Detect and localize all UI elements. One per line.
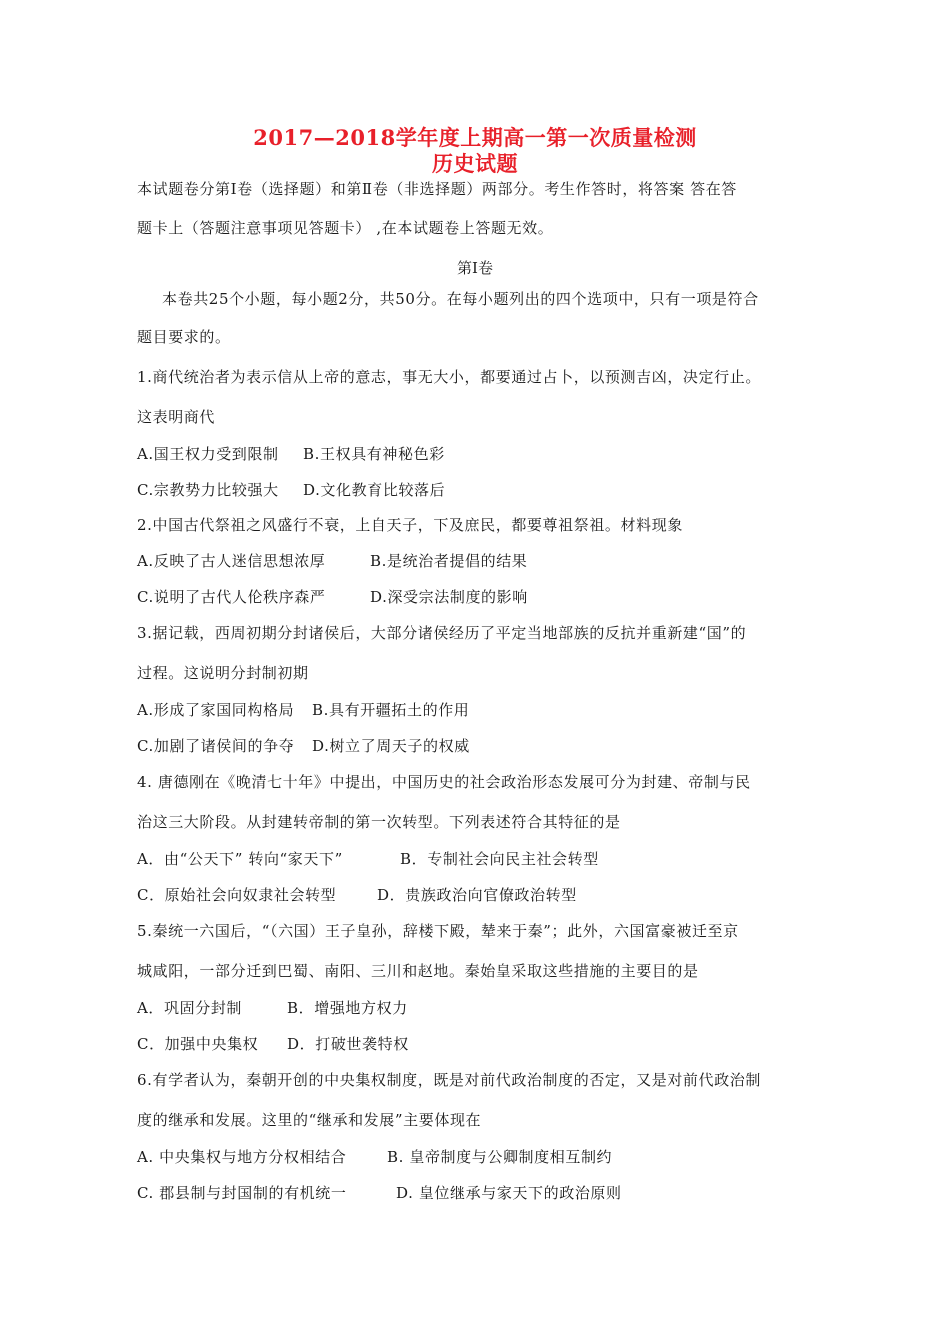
section-instructions-1: 本卷共25个小题，每小题2分，共50分。在每小题列出的四个选项中，只有一项是符合 [162,290,759,308]
option-a: A. 中央集权与地方分权相结合 [137,1148,347,1166]
section-heading: 第Ⅰ卷 [457,259,493,277]
intro-line-1: 本试题卷分第Ⅰ卷（选择题）和第Ⅱ卷（非选择题）两部分。考生作答时，将答案 答在答 [137,180,737,198]
option-b: B．增强地方权力 [287,999,408,1017]
option-c: C．加强中央集权 [137,1035,259,1053]
option-a: A.国王权力受到限制 [137,445,279,463]
question-3-options-row-1 [137,699,469,720]
option-c: C.说明了古代人伦秩序森严 [137,588,326,606]
option-b: B.具有开疆拓土的作用 [312,701,470,719]
question-4-stem-2: 治这三大阶段。从封建转帝制的第一次转型。下列表述符合其特征的是 [137,813,621,831]
option-c: C. 郡县制与封国制的有机统一 [137,1184,347,1202]
question-5-options-row-1 [137,997,408,1018]
question-1-stem-2: 这表明商代 [137,408,216,426]
option-a: A．巩固分封制 [137,999,243,1017]
question-1-stem-1: 1.商代统治者为表示信从上帝的意志，事无大小，都要通过占卜，以预测吉凶，决定行止。 [137,368,761,386]
option-c: C．原始社会向奴隶社会转型 [137,886,337,904]
exam-subtitle: 历史试题 [432,151,518,176]
question-3-stem-1: 3.据记载，西周初期分封诸侯后，大部分诸侯经历了平定当地部族的反抗并重新建“国”的 [137,624,747,642]
option-c: C.加剧了诸侯间的争夺 [137,737,295,755]
option-d: D．贵族政治向官僚政治转型 [377,886,577,904]
question-4-options-row-2 [137,884,577,905]
question-5-stem-2: 城咸阳，一部分迁到巴蜀、南阳、三川和赵地。秦始皇采取这些措施的主要目的是 [137,962,699,980]
question-6-options-row-2 [137,1182,622,1203]
option-a: A.反映了古人迷信思想浓厚 [137,552,326,570]
question-6-options-row-1 [137,1146,612,1167]
question-2-stem-1: 2.中国古代祭祖之风盛行不衰，上自天子，下及庶民，都要尊祖祭祖。材料现象 [137,516,683,534]
option-b: B.王权具有神秘色彩 [303,445,445,463]
question-6-stem-1: 6.有学者认为，秦朝开创的中央集权制度，既是对前代政治制度的否定，又是对前代政治制 [137,1071,761,1089]
question-3-stem-2: 过程。这说明分封制初期 [137,664,309,682]
question-4-stem-1: 4. 唐德刚在《晚清七十年》中提出，中国历史的社会政治形态发展可分为封建、帝制与民 [137,773,751,791]
question-5-stem-1: 5.秦统一六国后，“（六国）王子皇孙，辞楼下殿，辇来于秦”；此外，六国富豪被迁至京 [137,922,739,940]
intro-line-2: 题卡上（答题注意事项见答题卡） ,在本试题卷上答题无效。 [137,219,554,237]
question-2-options-row-1 [137,550,527,571]
question-3-options-row-2 [137,735,470,756]
question-2-options-row-2 [137,586,528,607]
option-d: D. 皇位继承与家天下的政治原则 [396,1184,622,1202]
section-instructions-2: 题目要求的。 [137,328,231,346]
option-d: D.树立了周天子的权威 [312,737,470,755]
option-b: B. 皇帝制度与公卿制度相互制约 [387,1148,613,1166]
question-4-options-row-1 [137,848,599,869]
option-d: D.深受宗法制度的影响 [370,588,528,606]
question-6-stem-2: 度的继承和发展。这里的“继承和发展”主要体现在 [137,1111,482,1129]
exam-title: 2017—2018学年度上期高一第一次质量检测 [253,125,697,150]
question-1-options-row-2 [137,479,445,500]
option-a: A．由“公天下” 转向“家天下” [137,850,343,868]
option-b: B.是统治者提倡的结果 [370,552,528,570]
option-a: A.形成了家国同构格局 [137,701,295,719]
option-d: D．打破世袭特权 [287,1035,409,1053]
question-5-options-row-2 [137,1033,409,1054]
option-c: C.宗教势力比较强大 [137,481,279,499]
option-b: B．专制社会向民主社会转型 [400,850,599,868]
option-d: D.文化教育比较落后 [303,481,446,499]
question-1-options-row-1 [137,443,445,464]
